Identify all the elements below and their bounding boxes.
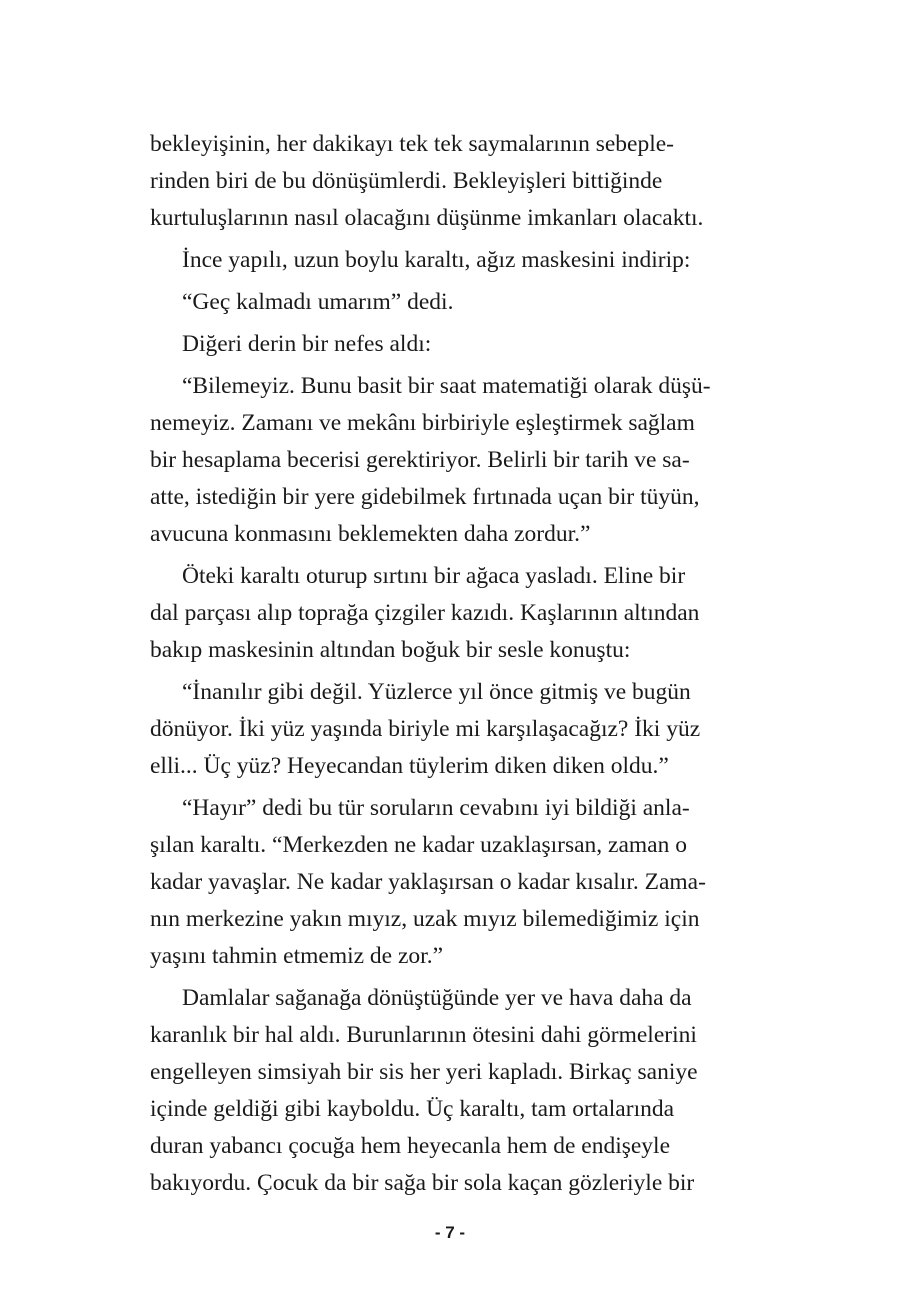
text-line: “Hayır” dedi bu tür soruların cevabını iyi bildiği anla- [182, 795, 690, 821]
text-line: rinden biri de bu dönüşümlerdi. Bekleyişleri bittiğinde [150, 168, 663, 194]
text-line: atte, istediğin bir yere gidebilmek fırtınada uçan bir tüyün, [150, 484, 700, 510]
text-line: “Bilemeyiz. Bunu basit bir saat matematiği olarak düşü- [182, 373, 711, 399]
text-line: İnce yapılı, uzun boylu karaltı, ağız maskesini indirip: [182, 247, 691, 273]
text-line: Öteki karaltı oturup sırtını bir ağaca yasladı. Eline bir [182, 563, 686, 589]
text-line: nemeyiz. Zamanı ve mekânı birbiriyle eşleştirmek sağlam [150, 410, 695, 436]
page-number: - 7 - [434, 1223, 466, 1242]
text-line: nın merkezine yakın mıyız, uzak mıyız bilemediğimiz için [150, 906, 700, 932]
text-line: “Geç kalmadı umarım” dedi. [182, 289, 454, 315]
text-line: dal parçası alıp toprağa çizgiler kazıdı. Kaşlarının altından [150, 600, 700, 626]
text-line: kadar yavaşlar. Ne kadar yaklaşırsan o kadar kısalır. Zama- [150, 869, 706, 895]
text-line: “İnanılır gibi değil. Yüzlerce yıl önce gitmiş ve bugün [182, 679, 691, 705]
text-line: elli... Üç yüz? Heyecandan tüylerim diken diken oldu.” [150, 753, 669, 779]
text-line: şılan karaltı. “Merkezden ne kadar uzaklaşırsan, zaman o [150, 832, 687, 858]
text-line: bir hesaplama becerisi gerektiriyor. Belirli bir tarih ve sa- [150, 447, 690, 473]
text-line: karanlık bir hal aldı. Burunlarının ötesini dahi görmelerini [150, 1022, 697, 1048]
text-line: yaşını tahmin etmemiz de zor.” [150, 943, 444, 969]
text-line: kurtuluşlarının nasıl olacağını düşünme imkanları olacaktı. [150, 205, 704, 231]
text-line: Damlalar sağanağa dönüştüğünde yer ve hava daha da [182, 985, 692, 1011]
text-line: dönüyor. İki yüz yaşında biriyle mi karşılaşacağız? İki yüz [150, 716, 701, 742]
text-line: duran yabancı çocuğa hem heyecanla hem de endişeyle [150, 1133, 671, 1159]
text-line: Diğeri derin bir nefes aldı: [182, 331, 432, 357]
text-line: engelleyen simsiyah bir sis her yeri kapladı. Birkaç saniye [150, 1059, 698, 1085]
text-line: bekleyişinin, her dakikayı tek tek saymalarının sebeple- [150, 131, 675, 157]
body-text [150, 126, 752, 1202]
text-line: bakıyordu. Çocuk da bir sağa bir sola kaçan gözleriyle bir [150, 1170, 695, 1196]
text-line: avucuna konmasını beklemekten daha zordur.” [150, 521, 591, 547]
text-line: bakıp maskesinin altından boğuk bir sesle konuştu: [150, 637, 631, 663]
text-line: içinde geldiği gibi kayboldu. Üç karaltı, tam ortalarında [150, 1096, 675, 1122]
